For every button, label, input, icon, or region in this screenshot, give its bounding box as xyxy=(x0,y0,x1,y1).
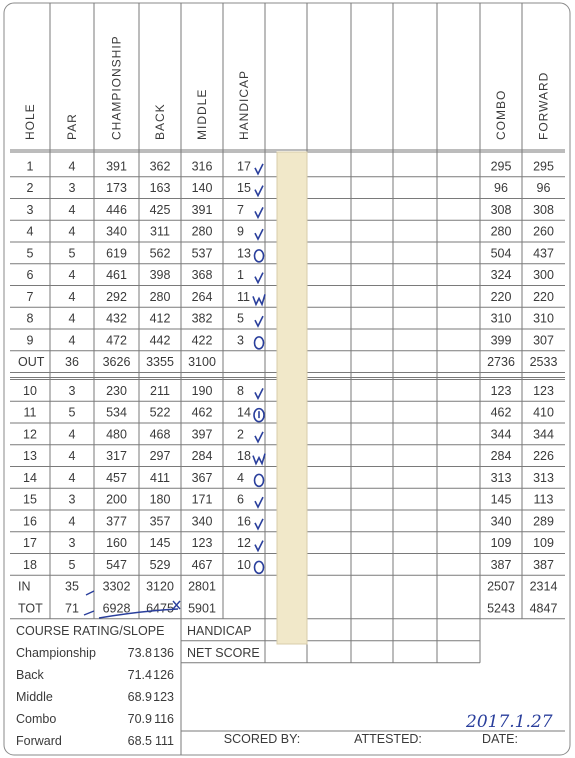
back-yards: 280 xyxy=(149,289,171,304)
forward-yards: 96 xyxy=(536,181,551,196)
forward-yards: 113 xyxy=(533,492,554,507)
handicap-value: 15 xyxy=(237,181,251,196)
forward-yards: 410 xyxy=(533,405,554,420)
attested-label: ATTESTED: xyxy=(354,732,422,746)
hole-number: 8 xyxy=(26,311,34,326)
rating-value: 70.9 xyxy=(127,711,152,726)
championship-yards: 377 xyxy=(106,514,127,529)
slope-value: 116 xyxy=(154,711,174,726)
par-value: 5 xyxy=(68,557,76,572)
header-handicap: HANDICAP xyxy=(237,69,251,140)
middle-yards: 280 xyxy=(191,224,213,239)
combo-yards: 96 xyxy=(494,181,508,196)
forward-yards: 300 xyxy=(533,268,554,283)
middle-yards: 391 xyxy=(191,202,213,217)
hole-number: 16 xyxy=(23,514,37,529)
championship-yards: 457 xyxy=(106,470,127,485)
back-yards: 529 xyxy=(149,557,171,572)
championship-yards: 3626 xyxy=(102,355,131,370)
championship-yards: 3302 xyxy=(102,579,131,594)
handicap-value: 12 xyxy=(237,536,251,551)
tee-name: Middle xyxy=(16,689,53,704)
scored-by-label: SCORED BY: xyxy=(223,732,301,746)
rating-value: 68.5 xyxy=(127,733,152,748)
middle-yards: 462 xyxy=(191,405,213,420)
handicap-value: 8 xyxy=(237,383,244,398)
combo-yards: 344 xyxy=(490,427,512,442)
par-value: 5 xyxy=(68,405,76,420)
hole-number: 9 xyxy=(26,333,34,348)
championship-yards: 619 xyxy=(106,246,127,261)
slope-value: 123 xyxy=(153,689,174,704)
handicap-value: 1 xyxy=(237,268,244,283)
hole-number: 4 xyxy=(26,224,34,239)
handicap-value: 11 xyxy=(237,289,250,304)
hole-number: 17 xyxy=(23,536,37,551)
forward-yards: 310 xyxy=(533,311,554,326)
combo-yards: 109 xyxy=(490,536,512,551)
handwritten-date: 2017.1.27 xyxy=(466,712,553,732)
par-value: 4 xyxy=(68,224,76,239)
handicap-value: 3 xyxy=(237,333,244,348)
tee-name: Championship xyxy=(16,645,96,660)
par-value: 71 xyxy=(65,601,79,616)
combo-yards: 308 xyxy=(490,202,512,217)
par-value: 3 xyxy=(68,383,76,398)
hole-number: 3 xyxy=(26,202,34,217)
championship-yards: 292 xyxy=(106,289,127,304)
back-yards: 145 xyxy=(149,536,171,551)
middle-yards: 2801 xyxy=(188,579,216,594)
back-yards: 468 xyxy=(149,427,171,442)
course-rating-title: COURSE RATING/SLOPE xyxy=(16,623,165,638)
hole-number: 10 xyxy=(23,383,37,398)
championship-yards: 432 xyxy=(106,311,127,326)
handicap-value: 13 xyxy=(237,246,251,261)
middle-yards: 3100 xyxy=(188,355,216,370)
forward-yards: 313 xyxy=(533,470,554,485)
championship-yards: 446 xyxy=(106,202,127,217)
forward-yards: 289 xyxy=(533,514,554,529)
back-yards: 425 xyxy=(149,202,171,217)
middle-yards: 537 xyxy=(191,246,213,261)
middle-yards: 368 xyxy=(191,268,213,283)
header-hole: HOLE xyxy=(23,103,37,140)
back-yards: 398 xyxy=(149,268,171,283)
middle-yards: 140 xyxy=(191,181,213,196)
par-value: 4 xyxy=(68,268,76,283)
back-yards: 442 xyxy=(149,333,171,348)
back-yards: 6475 xyxy=(146,601,174,616)
par-value: 3 xyxy=(68,492,76,507)
tee-name: Back xyxy=(16,667,44,682)
rating-row xyxy=(16,646,174,660)
forward-yards: 109 xyxy=(533,536,554,551)
par-value: 5 xyxy=(68,246,76,261)
hole-number: 13 xyxy=(23,449,37,464)
back-yards: 411 xyxy=(150,470,170,485)
hole-number: 1 xyxy=(26,159,34,174)
forward-yards: 295 xyxy=(533,159,554,174)
championship-yards: 472 xyxy=(106,333,127,348)
forward-yards: 226 xyxy=(533,449,554,464)
back-yards: 562 xyxy=(149,246,171,261)
back-yards: 180 xyxy=(149,492,171,507)
back-yards: 412 xyxy=(149,311,171,326)
middle-yards: 171 xyxy=(191,492,213,507)
header-championship: CHAMPIONSHIP xyxy=(109,35,124,140)
middle-yards: 467 xyxy=(191,557,213,572)
header-par: PAR xyxy=(65,113,79,140)
forward-yards: 387 xyxy=(533,557,554,572)
combo-yards: 145 xyxy=(490,492,512,507)
forward-yards: 308 xyxy=(533,202,554,217)
championship-yards: 160 xyxy=(106,536,127,551)
championship-yards: 317 xyxy=(106,449,127,464)
forward-yards: 4847 xyxy=(529,601,558,616)
middle-yards: 284 xyxy=(191,449,213,464)
championship-yards: 6928 xyxy=(102,601,131,616)
par-value: 4 xyxy=(68,289,76,304)
handicap-value: 17 xyxy=(237,159,251,174)
handicap-value: 4 xyxy=(237,470,244,485)
forward-yards: 2533 xyxy=(529,355,558,370)
header-middle: MIDDLE xyxy=(195,88,209,140)
combo-yards: 504 xyxy=(490,246,512,261)
tape-strip xyxy=(277,152,307,644)
rating-value: 73.8 xyxy=(127,645,152,660)
combo-yards: 295 xyxy=(490,159,512,174)
slope-value: 111 xyxy=(154,733,174,748)
hole-number: 6 xyxy=(26,268,34,283)
hole-number: 11 xyxy=(23,405,37,420)
header-combo: COMBO xyxy=(494,89,508,140)
hole-number: IN xyxy=(18,579,31,594)
back-yards: 357 xyxy=(149,514,171,529)
combo-yards: 462 xyxy=(490,405,512,420)
hole-number: 5 xyxy=(26,246,34,261)
handicap-value: 5 xyxy=(237,311,244,326)
combo-yards: 123 xyxy=(490,383,512,398)
back-yards: 211 xyxy=(150,383,170,398)
combo-yards: 313 xyxy=(490,470,512,485)
par-value: 35 xyxy=(65,579,79,594)
par-value: 4 xyxy=(68,427,76,442)
header-back: BACK xyxy=(153,103,167,140)
combo-yards: 340 xyxy=(490,514,512,529)
middle-yards: 264 xyxy=(191,289,213,304)
rating-value: 68.9 xyxy=(127,689,152,704)
combo-yards: 2507 xyxy=(487,579,515,594)
handicap-value: 6 xyxy=(237,492,244,507)
date-label: DATE: xyxy=(482,732,518,746)
hole-number: OUT xyxy=(18,355,45,370)
championship-yards: 230 xyxy=(106,383,127,398)
forward-yards: 437 xyxy=(533,246,554,261)
handicap-value: 9 xyxy=(237,224,244,239)
middle-yards: 5901 xyxy=(188,601,216,616)
back-yards: 297 xyxy=(149,449,171,464)
combo-yards: 220 xyxy=(490,289,512,304)
back-yards: 522 xyxy=(149,405,171,420)
par-value: 4 xyxy=(68,333,76,348)
middle-yards: 382 xyxy=(191,311,213,326)
championship-yards: 461 xyxy=(106,268,127,283)
forward-yards: 260 xyxy=(533,224,554,239)
back-yards: 163 xyxy=(149,181,171,196)
combo-yards: 280 xyxy=(490,224,512,239)
combo-yards: 284 xyxy=(490,449,512,464)
combo-yards: 387 xyxy=(490,557,512,572)
middle-yards: 190 xyxy=(191,383,213,398)
championship-yards: 547 xyxy=(106,557,127,572)
back-yards: 362 xyxy=(149,159,171,174)
header-forward: FORWARD xyxy=(536,71,551,140)
championship-yards: 340 xyxy=(106,224,127,239)
forward-yards: 307 xyxy=(533,333,554,348)
handicap-value: 16 xyxy=(237,514,251,529)
back-yards: 311 xyxy=(150,224,170,239)
middle-yards: 397 xyxy=(191,427,213,442)
handicap-label: HANDICAP xyxy=(187,623,252,638)
middle-yards: 367 xyxy=(191,470,213,485)
championship-yards: 200 xyxy=(106,492,127,507)
hole-number: 2 xyxy=(26,181,34,196)
handicap-value: 7 xyxy=(237,202,244,217)
par-value: 4 xyxy=(68,202,76,217)
combo-yards: 2736 xyxy=(487,355,515,370)
handicap-value: 10 xyxy=(237,557,251,572)
par-value: 36 xyxy=(65,355,79,370)
middle-yards: 422 xyxy=(191,333,213,348)
par-value: 3 xyxy=(68,536,76,551)
net-score-label: NET SCORE xyxy=(187,645,260,660)
hole-number: 15 xyxy=(23,492,37,507)
combo-yards: 310 xyxy=(490,311,512,326)
combo-yards: 324 xyxy=(490,268,512,283)
championship-yards: 173 xyxy=(106,181,127,196)
tee-name: Forward xyxy=(16,733,62,748)
forward-yards: 220 xyxy=(533,289,554,304)
championship-yards: 534 xyxy=(106,405,127,420)
hole-number: 7 xyxy=(26,289,34,304)
handicap-value: 14 xyxy=(237,405,251,420)
tee-name: Combo xyxy=(16,711,57,726)
par-value: 4 xyxy=(68,470,76,485)
hole-number: 18 xyxy=(23,557,37,572)
combo-yards: 399 xyxy=(490,333,512,348)
par-value: 3 xyxy=(68,181,76,196)
par-value: 4 xyxy=(68,514,76,529)
slope-value: 136 xyxy=(153,645,174,660)
rating-value: 71.4 xyxy=(127,667,152,682)
middle-yards: 340 xyxy=(191,514,213,529)
par-value: 4 xyxy=(68,311,76,326)
handicap-value: 2 xyxy=(237,427,244,442)
forward-yards: 2314 xyxy=(529,579,558,594)
handicap-value: 18 xyxy=(237,449,251,464)
championship-yards: 391 xyxy=(106,159,127,174)
middle-yards: 123 xyxy=(191,536,213,551)
back-yards: 3120 xyxy=(146,579,174,594)
hole-number: TOT xyxy=(18,601,43,616)
back-yards: 3355 xyxy=(146,355,174,370)
forward-yards: 123 xyxy=(533,383,554,398)
hole-number: 14 xyxy=(23,470,37,485)
par-value: 4 xyxy=(68,159,76,174)
par-value: 4 xyxy=(68,449,76,464)
championship-yards: 480 xyxy=(106,427,127,442)
combo-yards: 5243 xyxy=(487,601,515,616)
middle-yards: 316 xyxy=(191,159,213,174)
forward-yards: 344 xyxy=(533,427,554,442)
slope-value: 126 xyxy=(153,667,174,682)
hole-number: 12 xyxy=(23,427,37,442)
